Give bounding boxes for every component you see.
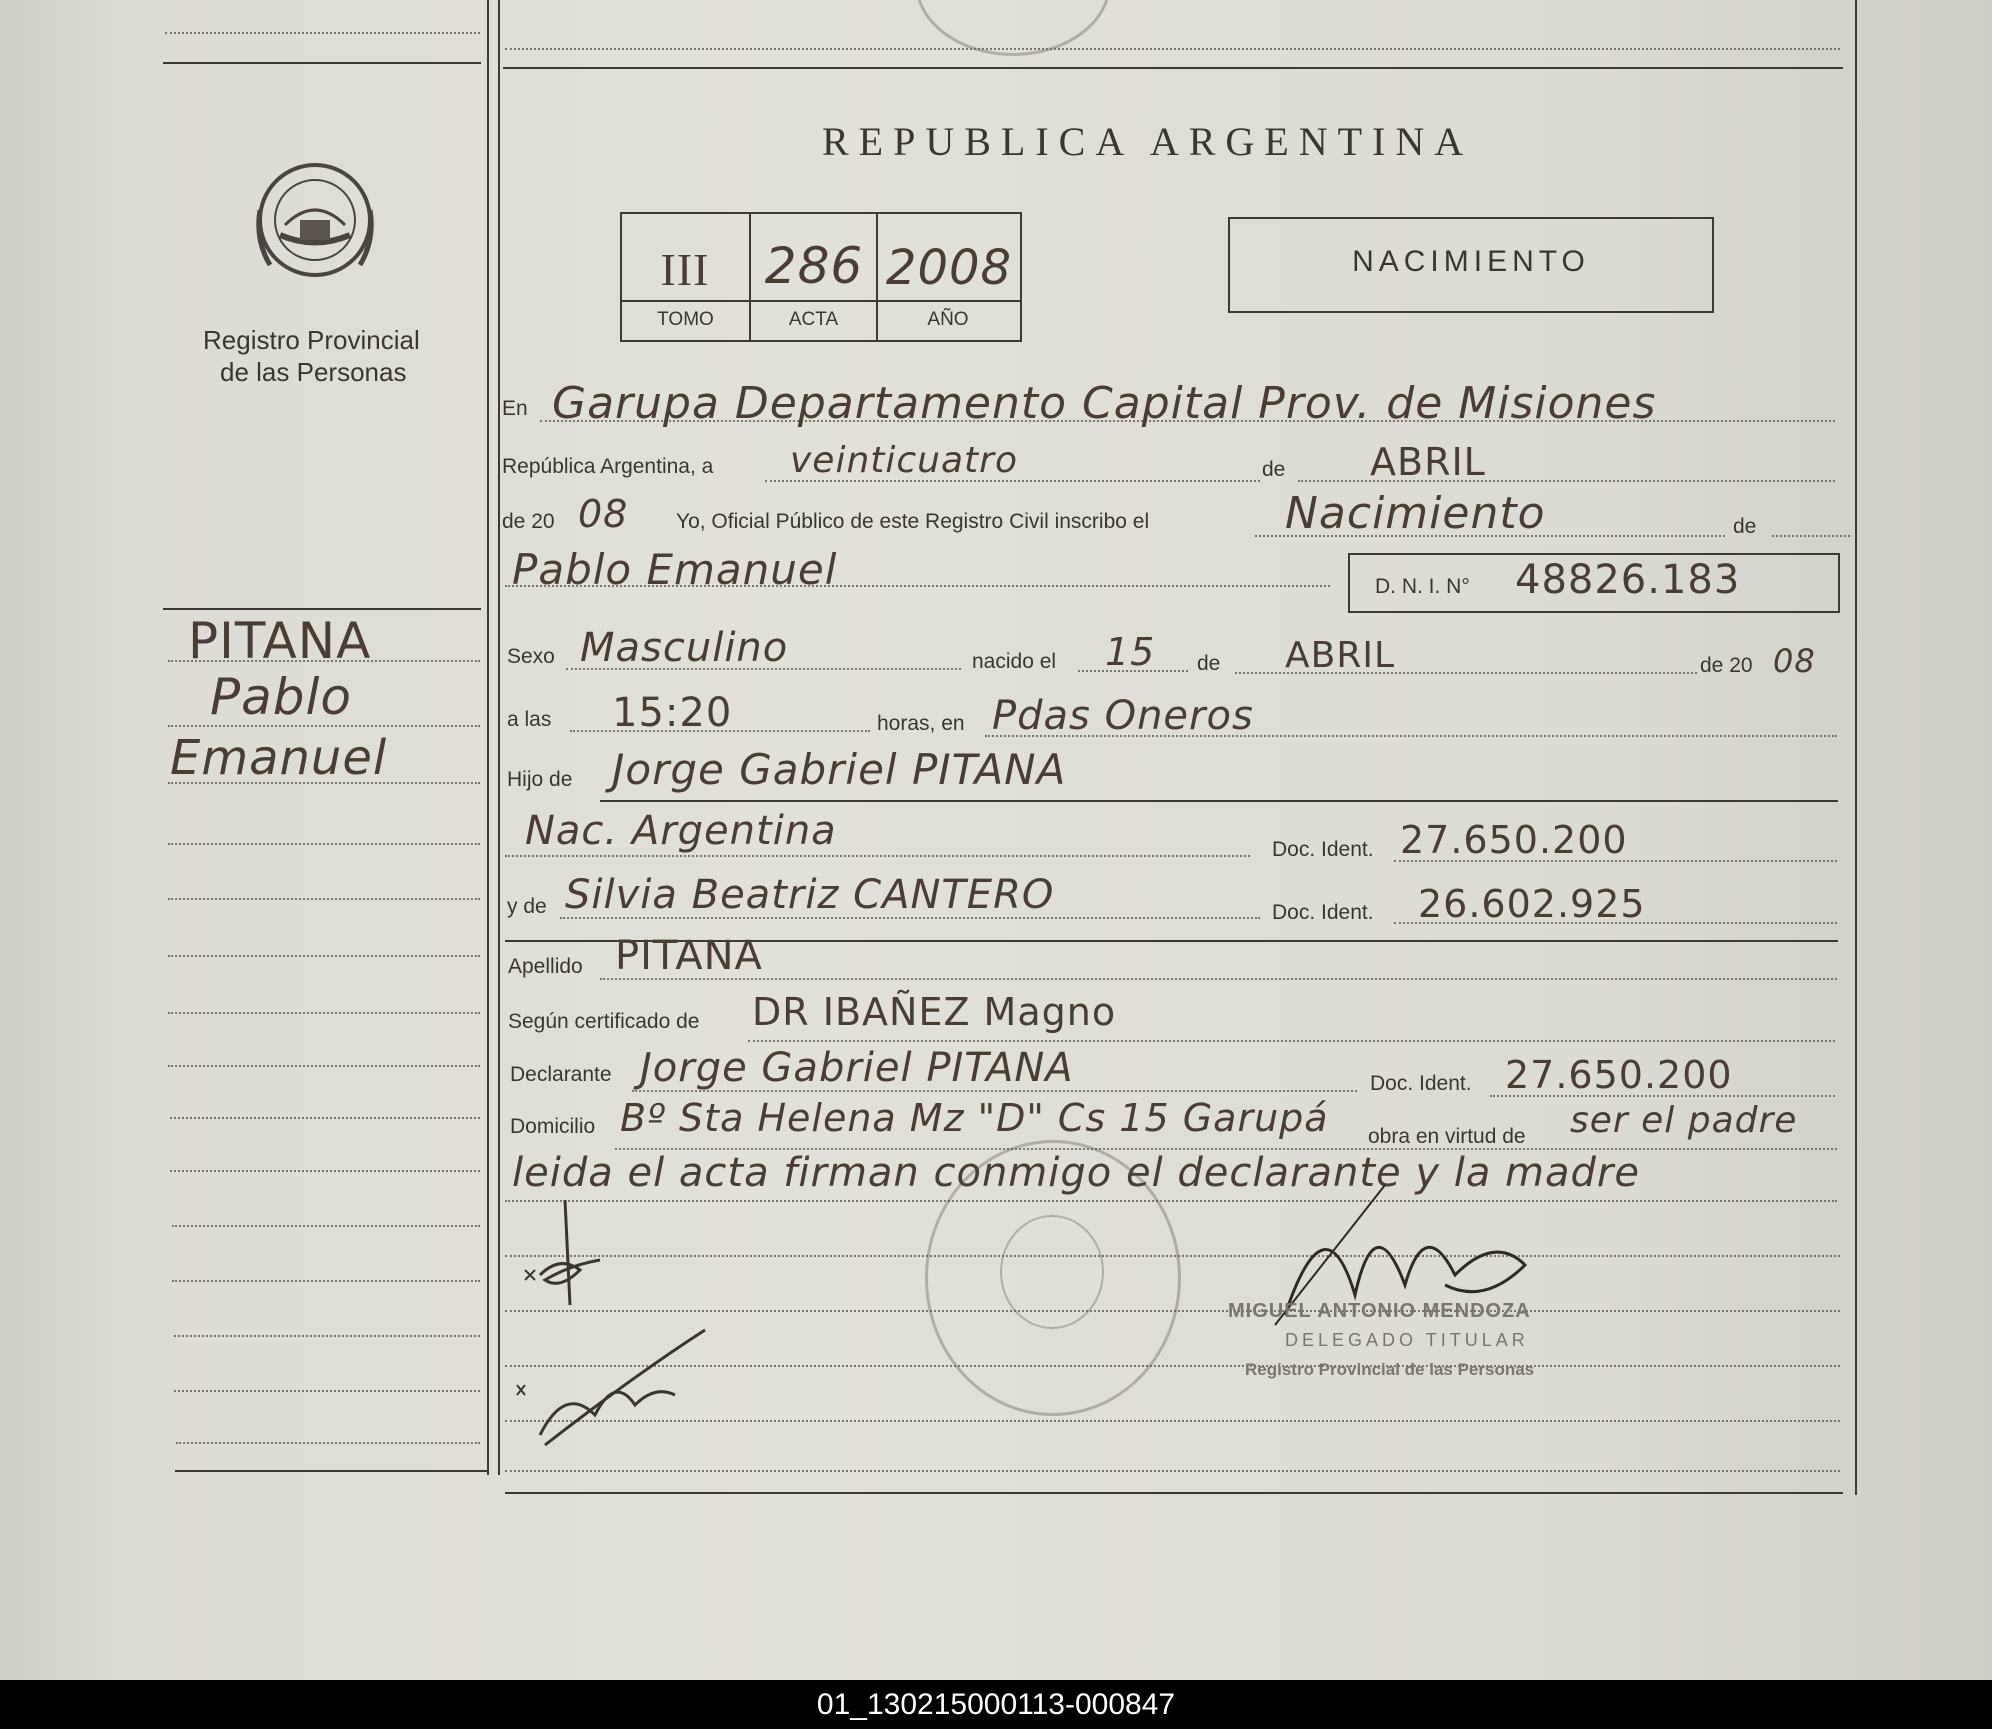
ano-label: AÑO — [927, 309, 969, 330]
left-dots-13 — [174, 1335, 480, 1337]
father-doc: 27.650.200 — [1400, 818, 1628, 862]
dni-label: D. N. I. N° — [1375, 575, 1470, 598]
left-name-rule — [163, 608, 481, 610]
top-left-dots — [165, 32, 480, 34]
acta-label: ACTA — [788, 309, 839, 330]
place-value: Garupa Departamento Capital Prov. de Misiones — [552, 378, 1657, 429]
province-emblem-icon — [245, 150, 385, 290]
witness-signature-1 — [520, 1195, 620, 1315]
mother-doc: 26.602.925 — [1418, 882, 1646, 926]
obra-value: ser el padre — [1570, 1100, 1798, 1141]
top-left-rule — [163, 62, 481, 64]
side-surname: PITANA — [188, 612, 372, 670]
domicilio-value: Bº Sta Helena Mz "D" Cs 15 Garupá — [620, 1096, 1329, 1140]
apellido-label: Apellido — [508, 955, 583, 978]
month-value: ABRIL — [1370, 440, 1486, 484]
birth-year-label: de 20 — [1700, 654, 1753, 677]
nat-dots — [505, 855, 1250, 857]
country-title: REPUBLICA ARGENTINA — [822, 119, 1474, 164]
segun-value: DR IBAÑEZ Magno — [752, 990, 1117, 1034]
yde-label: y de — [507, 895, 547, 918]
apellido-value: PITANA — [615, 933, 763, 979]
tomo-label: TOMO — [657, 309, 714, 330]
declarante-doc: 27.650.200 — [1505, 1053, 1733, 1097]
birth-day: 15 — [1105, 630, 1156, 674]
record-box-hline — [620, 300, 1020, 302]
alas-label: a las — [507, 708, 552, 731]
de-label-1: de — [1262, 458, 1286, 481]
closing-line: leida el acta firman conmigo el declarante y la madre — [512, 1150, 1640, 1196]
left-dots-7 — [168, 1012, 480, 1014]
left-dots-4 — [168, 843, 480, 845]
mother-dots — [560, 917, 1260, 919]
child-name: Pablo Emanuel — [512, 545, 838, 594]
de-label-3: de — [1197, 652, 1221, 675]
bottom-rule — [505, 1492, 1843, 1494]
right-border — [1855, 0, 1857, 1495]
side-first-name: Pablo — [210, 668, 353, 726]
declarante-label: Declarante — [510, 1063, 612, 1086]
left-bottom-rule — [175, 1470, 487, 1472]
horas-label: horas, en — [877, 712, 965, 735]
apellido-dots — [600, 978, 1837, 980]
witness-signature-2 — [515, 1325, 715, 1455]
day-words: veinticuatro — [790, 440, 1018, 481]
file-id-bar — [0, 1680, 1992, 1729]
left-dots-5 — [168, 898, 480, 900]
registry-name-line1: Registro Provincial — [203, 325, 420, 355]
birth-month: ABRIL — [1285, 635, 1396, 676]
column-divider — [487, 0, 489, 1475]
mother-name: Silvia Beatriz CANTERO — [565, 872, 1055, 918]
left-dots-9 — [170, 1117, 480, 1119]
republica-label: República Argentina, a — [502, 455, 714, 478]
de2-dots — [1772, 535, 1850, 537]
doc-ident-label-3: Doc. Ident. — [1370, 1072, 1472, 1095]
left-dots-8 — [168, 1065, 480, 1067]
side-middle-name: Emanuel — [170, 730, 388, 786]
father-nationality: Nac. Argentina — [525, 808, 837, 854]
sexo-value: Masculino — [580, 625, 789, 671]
act-type-value: Nacimiento — [1285, 488, 1546, 539]
birth-place: Pdas Oneros — [992, 693, 1254, 739]
left-dots-15 — [176, 1442, 480, 1444]
sexo-label: Sexo — [507, 645, 555, 668]
left-dots-6 — [168, 955, 480, 957]
domicilio-label: Domicilio — [510, 1115, 596, 1138]
left-dots-2 — [168, 725, 480, 727]
oficial-text: Yo, Oficial Público de este Registro Civil inscribo el — [676, 510, 1150, 533]
nacido-label: nacido el — [972, 650, 1057, 673]
signature-name: MIGUEL ANTONIO MENDOZA — [1228, 1300, 1531, 1322]
tomo-value: III — [660, 244, 710, 295]
ano-value: 2008 — [885, 240, 1013, 296]
left-dots-1 — [168, 660, 480, 662]
father-name: Jorge Gabriel PITANA — [612, 745, 1067, 794]
sig-dots-5 — [505, 1470, 1840, 1472]
left-dots-14 — [174, 1390, 480, 1392]
en-label: En — [502, 397, 528, 420]
dni-value: 48826.183 — [1515, 557, 1741, 603]
declarante-value: Jorge Gabriel PITANA — [640, 1045, 1074, 1091]
top-right-rule — [503, 67, 1843, 69]
year-prefix-label: de 20 — [502, 510, 555, 533]
signature-title: DELEGADO TITULAR — [1285, 1330, 1529, 1350]
left-dots-3 — [168, 782, 480, 784]
father-rule — [600, 800, 1838, 802]
left-dots-12 — [172, 1280, 480, 1282]
de-label-2: de — [1733, 515, 1757, 538]
doc-ident-label-1: Doc. Ident. — [1272, 838, 1374, 861]
closing-dots — [505, 1200, 1837, 1202]
doc-ident-label-2: Doc. Ident. — [1272, 901, 1374, 924]
top-right-dots — [505, 48, 1840, 50]
year-suffix: 08 — [578, 492, 629, 536]
left-dots-11 — [172, 1225, 480, 1227]
declarante-dots — [632, 1090, 1357, 1092]
column-divider-inner — [498, 0, 500, 1475]
registry-name-line2: de las Personas — [220, 357, 407, 387]
left-dots-10 — [170, 1170, 480, 1172]
acta-value: 286 — [764, 237, 864, 295]
birth-year-suffix: 08 — [1773, 642, 1816, 680]
birth-time: 15:20 — [612, 690, 733, 736]
hijo-label: Hijo de — [507, 768, 573, 791]
segun-dots — [748, 1040, 1835, 1042]
child-name-dots — [505, 585, 1330, 587]
registry-seal-inner — [1000, 1215, 1104, 1329]
doc-type-title: NACIMIENTO — [1352, 245, 1590, 278]
declarante-doc-dots — [1490, 1095, 1835, 1097]
obra-label: obra en virtud de — [1368, 1125, 1526, 1148]
signature-org: Registro Provincial de las Personas — [1245, 1360, 1535, 1379]
file-id: 01_130215000113-000847 — [816, 1688, 1176, 1721]
segun-label: Según certificado de — [508, 1010, 700, 1033]
